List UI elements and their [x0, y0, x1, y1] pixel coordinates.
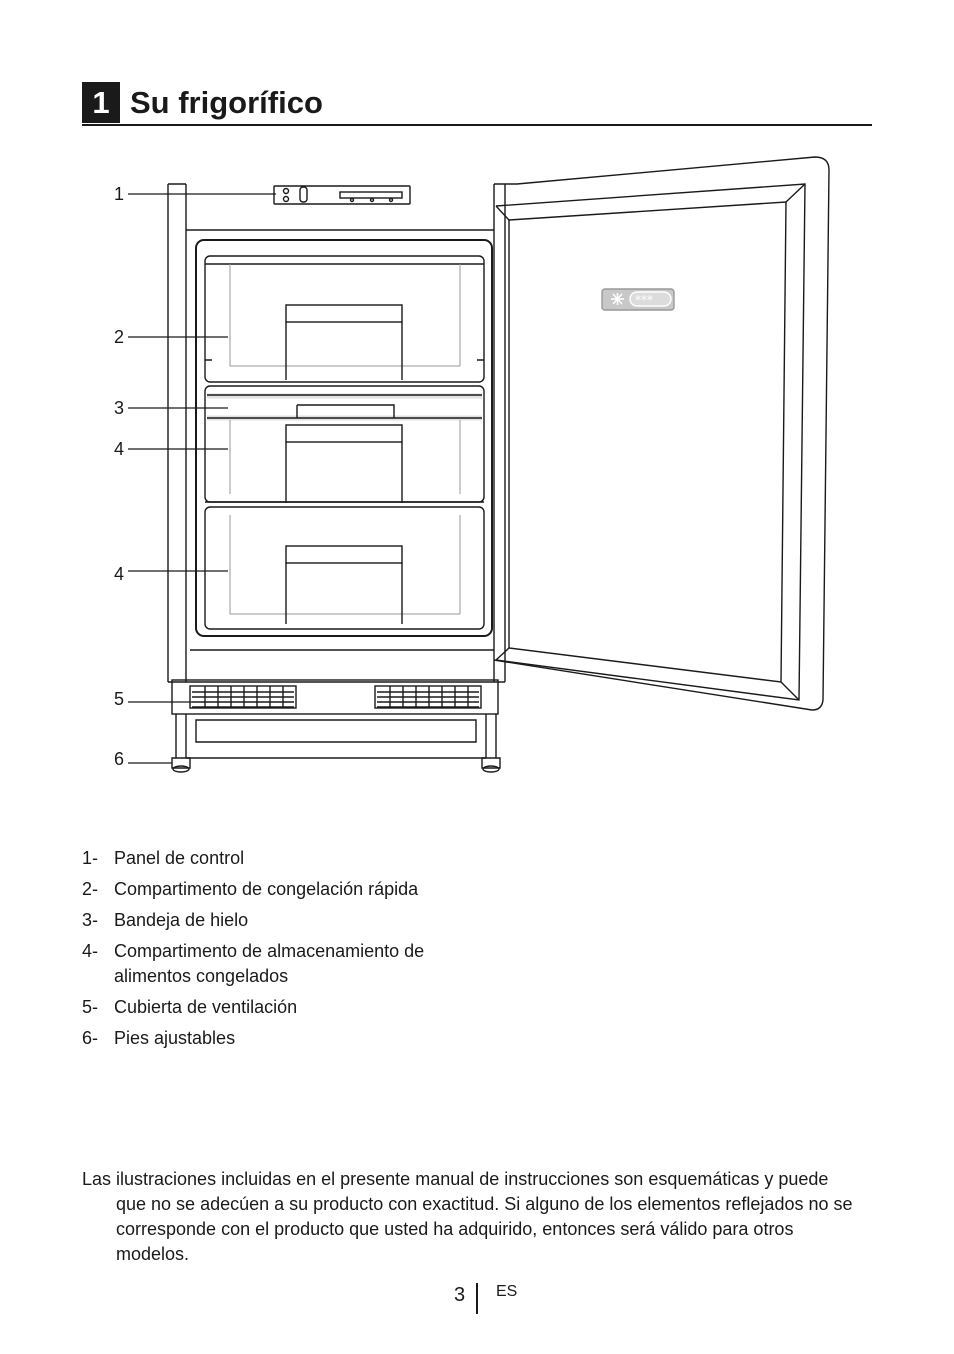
legend-number: 2- [82, 879, 99, 899]
open-door [494, 157, 829, 710]
section-title: Su frigorífico [130, 85, 323, 120]
legend-item [82, 877, 522, 902]
legend-text: Cubierta de ventilación [114, 997, 298, 1017]
parts-legend [82, 846, 522, 1057]
adjustable-feet [172, 758, 500, 772]
drawer-frozen-storage-upper [205, 386, 484, 503]
callout-label: 2 [114, 327, 125, 347]
star-rating-badge [602, 289, 674, 310]
cabinet-body [168, 184, 505, 682]
legend-text: Compartimento de congelación rápida [114, 879, 419, 899]
callout-leader-lines [128, 194, 276, 763]
drawer-frozen-storage-lower [205, 507, 484, 629]
footer-divider [476, 1283, 478, 1314]
legend-number: 4- [82, 941, 99, 961]
disclaimer-note: Las ilustraciones incluidas en el presente manual de instrucciones son esquemáticas y puede que no se adecúen a su producto con exactitud. Si alguno de los elementos reflejados no se corresponde con el producto que usted ha adquirido, entonces será válido para otros modelos. [82, 1169, 853, 1264]
legend-item [82, 995, 522, 1020]
legend-item [82, 1026, 522, 1051]
legend-number: 6- [82, 1028, 99, 1048]
legend-item [82, 846, 522, 871]
callout-label: 4 [114, 564, 125, 584]
section-number-badge: 1 [82, 82, 120, 123]
legend-item [82, 908, 522, 933]
callout-label: 3 [114, 398, 125, 418]
legend-text: Compartimento de almacenamiento de alimentos congelados [114, 941, 425, 986]
legend-number: 5- [82, 997, 99, 1017]
legend-number: 3- [82, 910, 99, 930]
legend-item [82, 939, 522, 989]
legend-number: 1- [82, 848, 99, 868]
control-panel [274, 186, 410, 204]
plinth [176, 714, 496, 758]
legend-text: Pies ajustables [114, 1028, 236, 1048]
freezer-diagram [100, 150, 830, 780]
callout-label: 6 [114, 749, 125, 769]
callout-label: 1 [114, 184, 125, 204]
ventilation-cover [172, 680, 498, 714]
drawer-fast-freeze [205, 256, 484, 382]
section-header [82, 82, 872, 126]
callout-label: 5 [114, 689, 125, 709]
legend-text: Bandeja de hielo [114, 910, 249, 930]
language-code: ES [496, 1283, 518, 1300]
callout-label: 4 [114, 439, 125, 459]
inner-cavity [190, 240, 494, 650]
legend-text: Panel de control [114, 848, 245, 868]
page-number: 3 [454, 1284, 466, 1306]
svg-text:***: *** [635, 293, 653, 307]
